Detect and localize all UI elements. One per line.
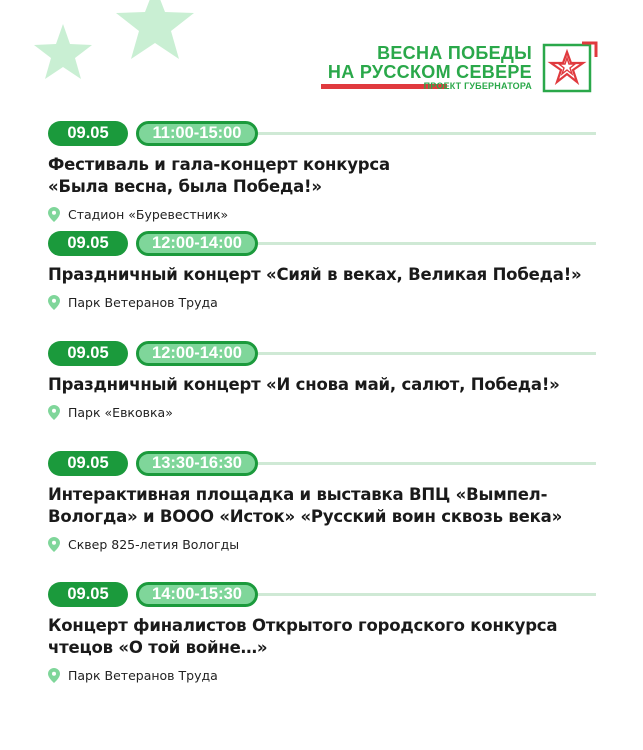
event-location: [48, 665, 596, 685]
event-title: Праздничный концерт «Сияй в веках, Великая Победа!»: [48, 265, 582, 284]
event-item: [48, 341, 596, 451]
event-time: 13:30-16:30: [136, 451, 258, 476]
event-location: [48, 534, 596, 554]
event-date: 09.05: [48, 341, 128, 366]
event-title: Праздничный концерт «И снова май, салют, Победа!»: [48, 375, 560, 394]
star-large-icon: [116, 0, 194, 59]
event-time: 14:00-15:30: [136, 582, 258, 607]
event-location-text: Парк Ветеранов Труда: [68, 294, 218, 310]
event-pills: [48, 582, 596, 607]
star-small-icon: [34, 24, 92, 79]
event-title: Концерт финалистов Открытого городского конкурса чтецов «О той войне…»: [48, 616, 558, 657]
event-pills: [48, 451, 596, 476]
event-location-text: Сквер 825-летия Вологды: [68, 536, 240, 552]
event-item: [48, 231, 596, 341]
project-logo: [318, 33, 598, 95]
event-pills: [48, 341, 596, 366]
event-time: 12:00-14:00: [136, 341, 258, 366]
event-pills: [48, 121, 596, 146]
location-pin-icon: [48, 668, 60, 683]
location-pin-icon: [48, 207, 60, 222]
event-location: [48, 292, 596, 312]
green-stars-icon: [0, 0, 230, 100]
event-location-text: Парк «Евковка»: [68, 404, 173, 420]
events-list: [48, 121, 596, 702]
event-location: [48, 402, 596, 422]
red-star-badge-icon: [542, 41, 598, 93]
event-date: 09.05: [48, 231, 128, 256]
logo-subtitle: ПРОЕКТ ГУБЕРНАТОРА: [423, 81, 532, 91]
event-item: [48, 121, 596, 231]
logo-title-line1: ВЕСНА ПОБЕДЫ: [377, 43, 532, 63]
event-title: Фестиваль и гала-концерт конкурса «Была весна, была Победа!»: [48, 155, 390, 196]
event-location: [48, 204, 596, 224]
logo-title-line2: НА РУССКОМ СЕВЕРЕ: [327, 62, 532, 82]
event-time: 12:00-14:00: [136, 231, 258, 256]
event-date: 09.05: [48, 451, 128, 476]
event-time: 11:00-15:00: [136, 121, 258, 146]
event-item: [48, 582, 596, 702]
event-location-text: Парк Ветеранов Труда: [68, 667, 218, 683]
location-pin-icon: [48, 295, 60, 310]
location-pin-icon: [48, 537, 60, 552]
location-pin-icon: [48, 405, 60, 420]
event-date: 09.05: [48, 121, 128, 146]
event-date: 09.05: [48, 582, 128, 607]
event-title: Интерактивная площадка и выставка ВПЦ «Вымпел- Вологда» и ВООО «Исток» «Русский воин сквозь века»: [48, 485, 563, 526]
event-location-text: Стадион «Буревестник»: [68, 206, 229, 222]
event-pills: [48, 231, 596, 256]
event-item: [48, 451, 596, 582]
